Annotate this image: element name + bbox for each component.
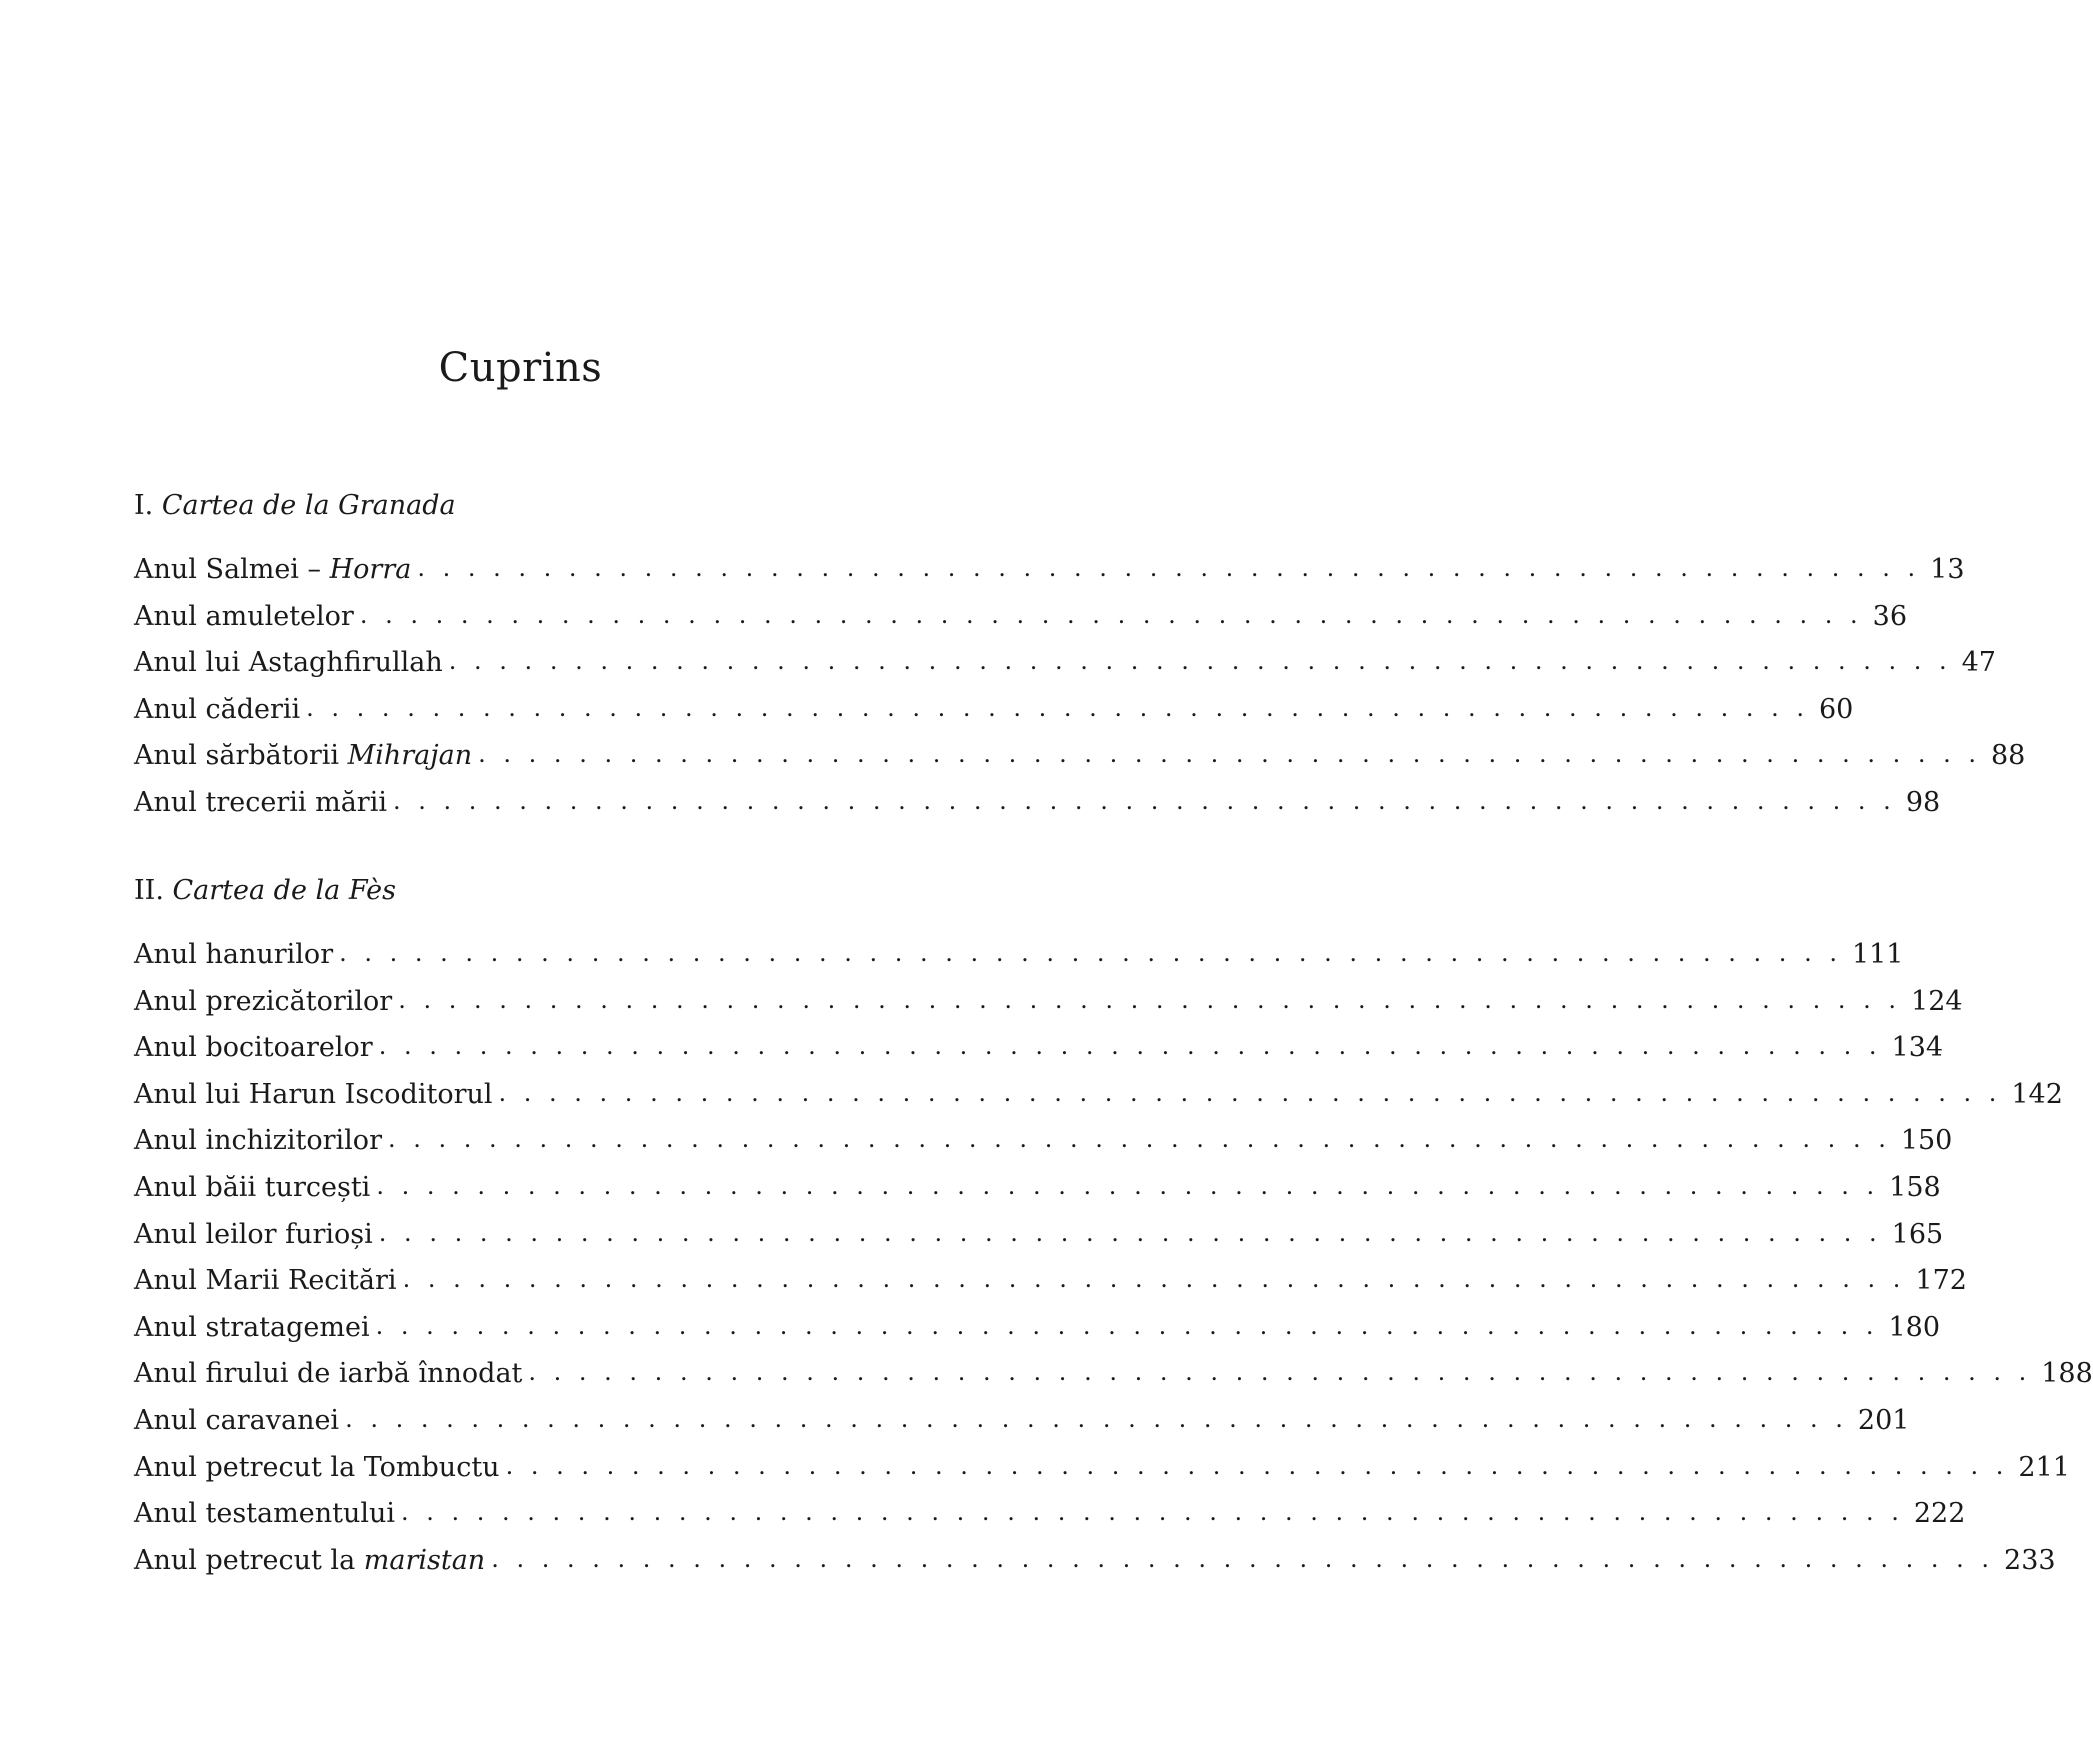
- toc-entry-title-text: Anul testamentului: [134, 1498, 395, 1530]
- toc-entry-page-number: 211: [2018, 1451, 2070, 1483]
- dot-leader: . . . . . . . . . . . . . . . . . . . . . . . . . . . . . . . . . . . . . . . . . . . . . . . . . . . . . . . . . . . .: [402, 1265, 1906, 1294]
- section-name: Cartea de la Granada: [161, 490, 456, 521]
- section-name: Cartea de la Fès: [172, 875, 396, 906]
- dot-leader: . . . . . . . . . . . . . . . . . . . . . . . . . . . . . . . . . . . . . . . . . . . . . . . . . . . . . . . . . . . .: [417, 554, 1921, 582]
- toc-entry-title: [134, 1118, 382, 1165]
- toc-entry[interactable]: [134, 780, 1941, 827]
- toc-entry[interactable]: [134, 979, 1963, 1026]
- toc-entry[interactable]: [134, 1445, 2070, 1492]
- dot-leader: . . . . . . . . . . . . . . . . . . . . . . . . . . . . . . . . . . . . . . . . . . . . . . . . . . . . . . . . . . . .: [448, 647, 1952, 676]
- toc-entry-page-number: 201: [1857, 1404, 1910, 1436]
- toc-entry-title-text: Anul inchizitorilor: [134, 1125, 382, 1157]
- dot-leader: . . . . . . . . . . . . . . . . . . . . . . . . . . . . . . . . . . . . . . . . . . . . . . . . . . . . . . . . . . . .: [505, 1451, 2009, 1480]
- toc-entry-page-number: 165: [1891, 1218, 1944, 1250]
- toc-entry[interactable]: [134, 1491, 1966, 1538]
- toc-entry-page-number: 142: [2011, 1078, 2063, 1110]
- dot-leader: . . . . . . . . . . . . . . . . . . . . . . . . . . . . . . . . . . . . . . . . . . . . . . . . . . . . . . . . . . . .: [345, 1404, 1848, 1433]
- toc-entry-title: [134, 1445, 500, 1492]
- toc-entry-title-italic: Mihrajan: [347, 740, 473, 772]
- toc-entry[interactable]: [134, 733, 2026, 780]
- toc-entry-title: [134, 1258, 397, 1305]
- toc-entry-title-text: Anul lui Astaghfirullah: [134, 647, 443, 679]
- toc-entry-title: [134, 1165, 370, 1212]
- toc-entry-title-text: Anul căderii: [134, 693, 301, 725]
- dot-leader: . . . . . . . . . . . . . . . . . . . . . . . . . . . . . . . . . . . . . . . . . . . . . . . . . . . . . . . . . . . .: [491, 1544, 1995, 1573]
- dot-leader: . . . . . . . . . . . . . . . . . . . . . . . . . . . . . . . . . . . . . . . . . . . . . . . . . . . . . . . . . . . .: [378, 1218, 1882, 1247]
- toc-entry-title: [134, 1398, 339, 1445]
- page-title: Cuprins: [438, 345, 603, 391]
- toc-entry-title-text: Anul lui Harun Iscoditorul: [134, 1078, 493, 1110]
- toc-entry-title: [134, 640, 443, 687]
- toc-entry-page-number: 60: [1819, 693, 1854, 725]
- toc-entry[interactable]: [134, 932, 1904, 979]
- toc-entry-title: [134, 1212, 373, 1259]
- toc-entry-page-number: 111: [1851, 939, 1904, 970]
- toc-entry-page-number: 98: [1905, 786, 1941, 818]
- dot-leader: . . . . . . . . . . . . . . . . . . . . . . . . . . . . . . . . . . . . . . . . . . . . . . . . . . . . . . . . . . . .: [376, 1171, 1880, 1200]
- toc-list-section-1: [134, 547, 2026, 827]
- toc-entry[interactable]: [134, 1258, 1967, 1305]
- toc-entry-title-text: Anul Marii Recitări: [134, 1265, 397, 1297]
- toc-entry[interactable]: [134, 1118, 1953, 1165]
- toc-entry[interactable]: [134, 594, 1908, 641]
- section-heading-1: [134, 492, 456, 519]
- toc-entry-title-text: Anul caravanei: [134, 1404, 340, 1436]
- toc-entry[interactable]: [134, 1398, 1910, 1445]
- toc-entry-title: [134, 1351, 522, 1398]
- toc-entry-page-number: 13: [1930, 554, 1965, 585]
- toc-entry[interactable]: [134, 687, 1854, 734]
- toc-entry-title-text: Anul leilor furioși: [134, 1218, 373, 1250]
- toc-entry-page-number: 88: [1991, 740, 2026, 772]
- toc-entry-title-text: Anul amuletelor: [134, 600, 354, 632]
- toc-entry-page-number: 47: [1961, 647, 1996, 679]
- dot-leader: . . . . . . . . . . . . . . . . . . . . . . . . . . . . . . . . . . . . . . . . . . . . . . . . . . . . . . . . . . . .: [375, 1311, 1879, 1340]
- toc-entry-title: [134, 547, 411, 594]
- toc-list-section-2: [134, 932, 2093, 1584]
- dot-leader: . . . . . . . . . . . . . . . . . . . . . . . . . . . . . . . . . . . . . . . . . . . . . . . . . . . . . . . . . . . .: [401, 1498, 1904, 1527]
- dot-leader: . . . . . . . . . . . . . . . . . . . . . . . . . . . . . . . . . . . . . . . . . . . . . . . . . . . . . . . . . . . .: [359, 600, 1863, 629]
- toc-entry[interactable]: [134, 1538, 2056, 1585]
- toc-page: [134, 0, 2093, 1739]
- toc-entry-page-number: 180: [1888, 1311, 1941, 1343]
- toc-entry[interactable]: [134, 1165, 1941, 1212]
- toc-entry-title-text: Anul hanurilor: [134, 939, 334, 970]
- toc-entry-title: [134, 687, 300, 734]
- toc-entry-page-number: 158: [1889, 1171, 1941, 1203]
- dot-leader: . . . . . . . . . . . . . . . . . . . . . . . . . . . . . . . . . . . . . . . . . . . . . . . . . . . . . . . . . . . .: [378, 1032, 1882, 1061]
- toc-entry-title-text: Anul băii turcești: [134, 1171, 371, 1203]
- toc-entry[interactable]: [134, 640, 1996, 687]
- toc-entry-title: [134, 733, 472, 780]
- toc-entry-title: [134, 932, 333, 979]
- section-heading-2: [134, 877, 396, 904]
- toc-entry[interactable]: [134, 1212, 1944, 1259]
- toc-entry-page-number: 172: [1915, 1265, 1967, 1297]
- toc-entry-title-text: Anul prezicătorilor: [134, 985, 393, 1017]
- section-number: I.: [134, 490, 154, 521]
- toc-entry-page-number: 150: [1900, 1125, 1953, 1157]
- toc-entry-title-text: Anul stratagemei: [134, 1311, 370, 1343]
- toc-entry-title: [134, 780, 387, 827]
- toc-entry-title: [134, 1538, 485, 1585]
- toc-entry-page-number: 124: [1911, 985, 1963, 1017]
- toc-entry-title: [134, 1305, 370, 1352]
- dot-leader: . . . . . . . . . . . . . . . . . . . . . . . . . . . . . . . . . . . . . . . . . . . . . . . . . . . . . . . . . . . .: [392, 786, 1896, 815]
- dot-leader: . . . . . . . . . . . . . . . . . . . . . . . . . . . . . . . . . . . . . . . . . . . . . . . . . . . . . . . . . . . .: [498, 1078, 2002, 1107]
- toc-entry-title: [134, 594, 354, 641]
- toc-entry-title-italic: Horra: [329, 554, 412, 585]
- section-number: II.: [134, 875, 164, 906]
- toc-entry-title: [134, 1072, 493, 1119]
- toc-entry-title-text: Anul bocitoarelor: [134, 1032, 373, 1064]
- toc-entry-page-number: 36: [1872, 600, 1908, 632]
- toc-entry-page-number: 222: [1913, 1498, 1966, 1530]
- toc-entry-title-text: Anul petrecut la: [134, 1544, 364, 1576]
- toc-entry-title-text: Anul firului de iarbă înnodat: [134, 1358, 523, 1390]
- toc-entry-page-number: 134: [1891, 1032, 1944, 1064]
- toc-entry-title-text: Anul Salmei –: [134, 554, 330, 585]
- toc-entry[interactable]: [134, 1072, 2063, 1119]
- dot-leader: . . . . . . . . . . . . . . . . . . . . . . . . . . . . . . . . . . . . . . . . . . . . . . . . . . . . . . . . . . . .: [339, 939, 1842, 967]
- dot-leader: . . . . . . . . . . . . . . . . . . . . . . . . . . . . . . . . . . . . . . . . . . . . . . . . . . . . . . . . . . . .: [398, 985, 1902, 1014]
- toc-entry[interactable]: [134, 547, 1965, 594]
- toc-entry[interactable]: [134, 1351, 2093, 1398]
- toc-entry[interactable]: [134, 1025, 1944, 1072]
- toc-entry-title-text: Anul trecerii mării: [134, 786, 387, 818]
- toc-entry-page-number: 188: [2041, 1358, 2093, 1390]
- dot-leader: . . . . . . . . . . . . . . . . . . . . . . . . . . . . . . . . . . . . . . . . . . . . . . . . . . . . . . . . . . . .: [306, 693, 1809, 722]
- toc-entry-title-italic: maristan: [363, 1544, 486, 1576]
- toc-entry-title-text: Anul petrecut la Tombuctu: [134, 1451, 500, 1483]
- dot-leader: . . . . . . . . . . . . . . . . . . . . . . . . . . . . . . . . . . . . . . . . . . . . . . . . . . . . . . . . . . . .: [528, 1358, 2032, 1387]
- dot-leader: . . . . . . . . . . . . . . . . . . . . . . . . . . . . . . . . . . . . . . . . . . . . . . . . . . . . . . . . . . . .: [478, 740, 1981, 769]
- toc-entry[interactable]: [134, 1305, 1941, 1352]
- toc-entry-title: [134, 979, 392, 1026]
- toc-entry-title: [134, 1491, 395, 1538]
- toc-entry-title: [134, 1025, 373, 1072]
- toc-entry-page-number: 233: [2004, 1544, 2056, 1576]
- dot-leader: . . . . . . . . . . . . . . . . . . . . . . . . . . . . . . . . . . . . . . . . . . . . . . . . . . . . . . . . . . . .: [387, 1125, 1891, 1154]
- toc-entry-title-text: Anul sărbătorii: [134, 740, 348, 772]
